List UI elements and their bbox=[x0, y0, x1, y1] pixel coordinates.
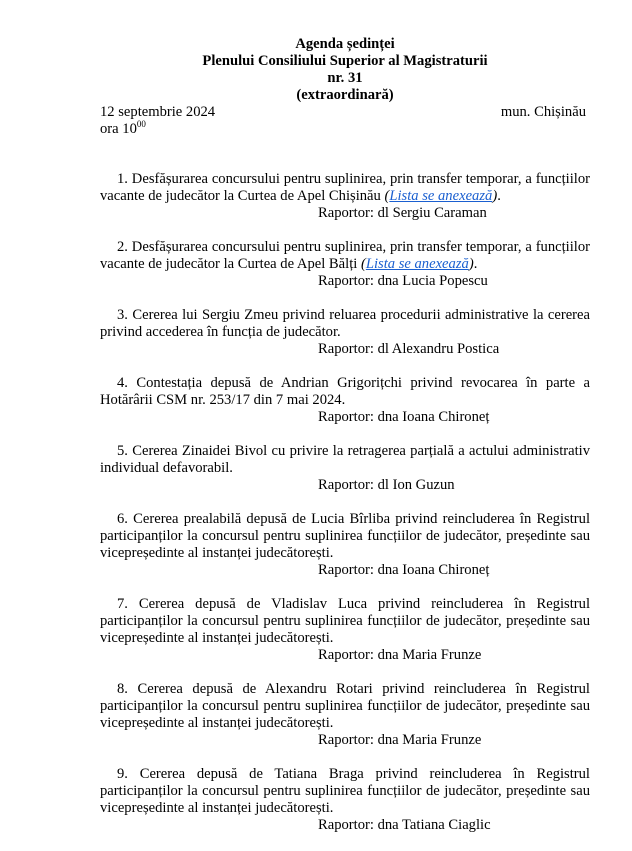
agenda-number: nr. 31 bbox=[327, 70, 363, 86]
agenda-item: 5. Cererea Zinaidei Bivol cu privire la retragerea parțială a actului administrativ individual defavorabil. Raportor: dl Ion Guzun bbox=[100, 443, 590, 493]
document-page bbox=[100, 36, 590, 851]
agenda-item: 9. Cererea depusă de Tatiana Braga privind reincluderea în Registrul participanților la concursul pentru suplinirea funcțiilor de judecător, președinte sau vicepreședinte al instanței judecătorești. Raportor: dna Tatiana Ciaglic bbox=[100, 766, 590, 833]
agenda-subtitle: Plenului Consiliului Superior al Magistraturii bbox=[202, 53, 488, 69]
rapporteur: Raportor: dna Maria Frunze bbox=[318, 732, 482, 748]
date-location-row bbox=[100, 104, 590, 121]
rapporteur: Raportor: dl Alexandru Postica bbox=[318, 341, 500, 357]
agenda-item: 8. Cererea depusă de Alexandru Rotari privind reincluderea în Registrul participanților la concursul pentru suplinirea funcțiilor de judecător, președinte sau vicepreședinte al instanței judecătorești. Raportor: dna Maria Frunze bbox=[100, 681, 590, 748]
rapporteur: Raportor: dna Ioana Chironeț bbox=[318, 409, 490, 425]
rapporteur: Raportor: dna Tatiana Ciaglic bbox=[318, 817, 491, 833]
agenda-type: (extraordinară) bbox=[296, 87, 394, 103]
annex-link[interactable]: Lista se anexează bbox=[365, 256, 469, 272]
agenda-item: 7. Cererea depusă de Vladislav Luca privind reincluderea în Registrul participanților la concursul pentru suplinirea funcțiilor de judecător, președinte sau vicepreședinte al instanței judecătorești. Raportor: dna Maria Frunze bbox=[100, 596, 590, 663]
agenda-title: Agenda ședinței bbox=[295, 36, 395, 52]
rapporteur: Raportor: dl Sergiu Caraman bbox=[318, 205, 487, 221]
meeting-time: ora $10^{00}$ bbox=[100, 119, 146, 137]
agenda-item: 3. Cererea lui Sergiu Zmeu privind reluarea procedurii administrative la cererea privind accederea în funcția de judecător. Raportor: dl Alexandru Postica bbox=[100, 307, 590, 357]
agenda-items bbox=[100, 171, 590, 834]
meeting-date: 12 septembrie 2024 bbox=[100, 104, 216, 120]
rapporteur: Raportor: dna Maria Frunze bbox=[318, 647, 482, 663]
rapporteur: Raportor: dna Lucia Popescu bbox=[318, 273, 488, 289]
meeting-location: mun. Chișinău bbox=[500, 104, 586, 120]
agenda-item: 4. Contestația depusă de Andrian Grigorițchi privind revocarea în parte a Hotărârii CSM nr. 253/17 din 7 mai 2024. Raportor: dna Ioana Chironeț bbox=[100, 375, 590, 425]
annex-link[interactable]: Lista se anexează bbox=[389, 188, 493, 204]
agenda-item: 1. Desfășurarea concursului pentru suplinirea, prin transfer temporar, a funcțiilor vacante de judecător la Curtea de Apel Chișinău (Lista se anexează). Raportor: dl Sergiu Caraman bbox=[100, 171, 590, 221]
agenda-item: 2. Desfășurarea concursului pentru suplinirea, prin transfer temporar, a funcțiilor vacante de judecător la Curtea de Apel Bălți (Lista se anexează). Raportor: dna Lucia Popescu bbox=[100, 239, 590, 289]
agenda-item: 6. Cererea prealabilă depusă de Lucia Bîrliba privind reincluderea în Registrul participanților la concursul pentru suplinirea funcțiilor de judecător, președinte sau vicepreședinte al instanței judecătorești. Raportor: dna Ioana Chironeț bbox=[100, 511, 590, 578]
rapporteur: Raportor: dna Ioana Chironeț bbox=[318, 562, 490, 578]
rapporteur: Raportor: dl Ion Guzun bbox=[318, 477, 455, 493]
